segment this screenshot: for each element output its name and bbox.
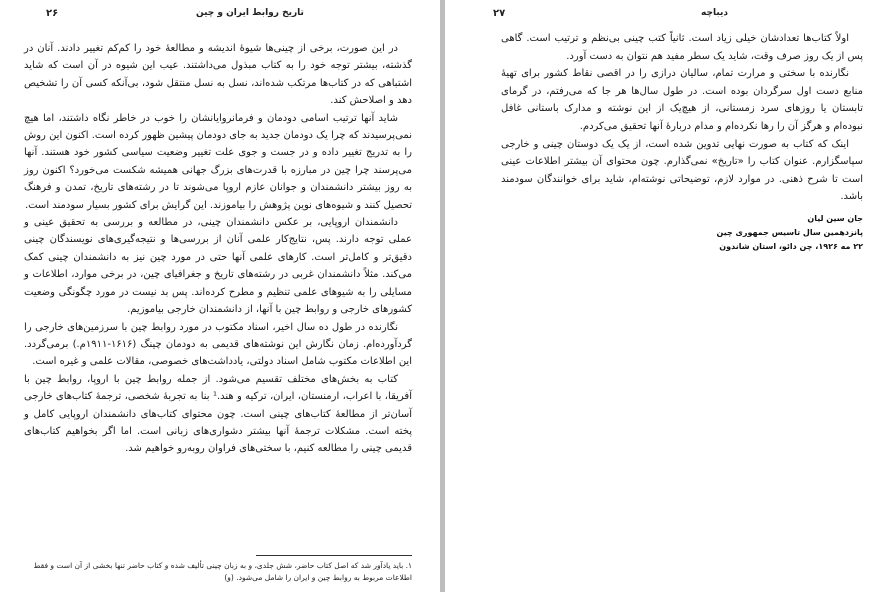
left-page-text	[24, 40, 412, 458]
signature-block	[575, 212, 863, 254]
page-number-right: ۲۷	[493, 8, 506, 19]
paragraph: شاید آنها ترتیب اسامی دودمان و فرمانروایانشان را خوب در خاطر نگاه داشتند، اما هیچ نمی‌پرسیدند که چرا یک دودمان جدید به جای دودمان پیشین ظهور کرده است. اکنون این روش را به تدریج تغییر داده و در جست و جوی علت تغییر وضعیت سیاسی کشور خود هستند. آنها می‌پرسند چرا چین در مبارزه با قدرت‌های بزرگ جهانی همیشه شکست می‌خورد؟ اکنون روز به روز بیشتر دانشمندان و جوانان عازم اروپا می‌شوند تا در رشته‌های تاریخ، تمدن و فرهنگ تحصیل کنند و شیوه‌های نوین پژوهش را بیاموزند. این گرایش برای کشور بسیار سودمند است.	[24, 112, 412, 211]
paragraph: کتاب به بخش‌های مختلف تقسیم می‌شود. از جمله روابط چین با اروپا، روابط چین با آفریقا، با اعراب، ارمنستان، ایران، ترکیه و هند.¹ بنا به تجربهٔ شخصی، ترجمهٔ کتاب‌های خارجی آسان‌تر از مطالعهٔ کتاب‌های چینی است. چون محتوای کتاب‌های دانشمندان اروپایی کامل و پخته است. مشکلات ترجمهٔ آنها بیشتر دشواری‌های زبانی است. اما اگر بخواهیم کتاب‌های قدیمی چینی را مطالعه کنیم، با سختی‌های فراوان روبه‌رو خواهیم شد.	[24, 373, 412, 455]
right-page	[445, 0, 893, 592]
paragraph: نگارنده با سختی و مرارت تمام، سالیان درازی را در اقصی نقاط کشور برای تهیهٔ منابع دست اول سرگردان بوده است. در طول سال‌ها هر جا که می‌رفتم، در گرمای تابستان یا روزهای سرد زمستانی، از هیچ‌یک از این نوشته و مدارک باستانی غافل نبوده‌ام و هرگز آن را رها نکرده‌ام و مدام دربارهٔ آنها تحقیق می‌کردم.	[501, 68, 863, 132]
paragraph: دانشمندان اروپایی، بر عکس دانشمندان چینی، در مطالعه و بررسی به تحقیق عینی و عملی توجه دارند. پس، نتایج‌کار علمی آنان از بررسی‌ها و نتیجه‌گیری‌های نویسندگان چینی دقیق‌تر و کامل‌تر است. کارهای علمی آنها حتی در مورد چین نیز به دانشمندان چینی کمک می‌کند. مثلاً دانشمندان غربی در رشته‌های تاریخ و جغرافیای چین، در برخی موارد، اطلاعات و مسایلی را به شیوهای علمی تنظیم و مطرح کرده‌اند. پس بد نیست در مورد چگونگی وضعیت کشورهای خارجی و روابط چین با آنها، از دانشمندان خارجی بیاموزیم.	[24, 217, 412, 316]
running-title-right: دیباچه	[701, 8, 728, 18]
page-number-left: ۲۶	[46, 8, 59, 19]
right-page-text	[501, 30, 863, 206]
paragraph: در این صورت، برخی از چینی‌ها شیوهٔ اندیشه و مطالعهٔ خود را کم‌کم تغییر دادند. آنان در گذشته، بیشتر توجه خود را به کتاب مبذول می‌داشتند. عیب این شیوه در آن است که شاید اشتباهی که در کتاب‌ها مرتکب شده‌اند، نسل به نسل منتقل شود، بی‌آنکه کسی آن را تشخیص دهد و اصلاحش کند.	[24, 43, 412, 107]
paragraph: نگارنده در طول ده سال اخیر، اسناد مکتوب در مورد روابط چین با سرزمین‌های خارجی را گردآورده‌ام. زمان نگارش این نوشته‌های قدیمی به دودمان چینگ (۱۶۱۶-۱۹۱۱م.) برمی‌گردد. این اطلاعات مکتوب شامل اسناد دولتی، یادداشت‌های خصوصی، مقالات علمی و غیره است.	[24, 321, 412, 368]
footnote: ۱. باید یادآور شد که اصل کتاب حاضر، شش جلدی، و به زبان چینی تألیف شده و کتاب حاضر تنها بخشی از آن است و فقط اطلاعات مربوط به روابط چین و ایران را شامل می‌شود. (و)	[33, 561, 412, 582]
paragraph: اینک که کتاب به صورت نهایی تدوین شده است، از یک یک دوستان چینی و خارجی سپاسگزارم. عنوان کتاب را «تاریخ» نمی‌گذارم. چون محتوای آن بیشتر اطلاعات عینی است تا شرح ذهنی. در موارد لازم، توضیحاتی نوشته‌ام، شاید برای خوانندگان سودمند باشد.	[501, 138, 863, 203]
signature-line-1: پانزدهمین سال تاسیس جمهوری چین	[716, 228, 863, 237]
running-title-left: تاریخ روابط ایران و چین	[196, 8, 304, 18]
left-page	[0, 0, 440, 592]
footnote-rule	[256, 555, 412, 556]
signature-author: جان سین لیان	[807, 214, 863, 223]
signature-line-2: ۲۲ مه ۱۹۲۶، چن دائو، استان شاندون	[719, 242, 863, 251]
paragraph: اولاً کتاب‌ها تعدادشان خیلی زیاد است. ثانیاً کتب چینی بی‌نظم و ترتیب است. گاهی پس از یک روز صرف وقت، شاید یک سطر مفید هم نتوان به دست آورد.	[501, 33, 863, 62]
